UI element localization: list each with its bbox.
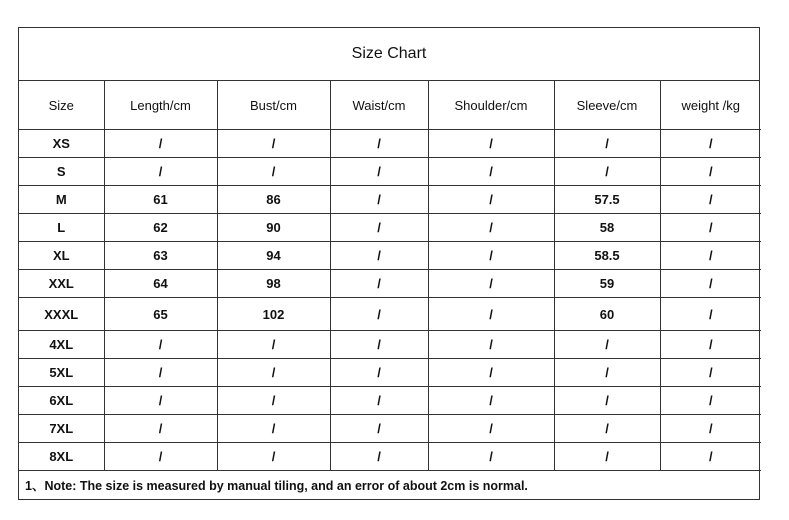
table-row <box>19 242 761 270</box>
shoulder-cell: / <box>428 270 554 298</box>
length-cell: 61 <box>104 186 217 214</box>
shoulder-cell: / <box>428 331 554 359</box>
header-length: Length/cm <box>104 81 217 130</box>
waist-cell: / <box>330 443 428 471</box>
bust-cell: / <box>217 415 330 443</box>
weight-cell: / <box>660 186 761 214</box>
chart-title: Size Chart <box>19 28 759 81</box>
weight-cell: / <box>660 331 761 359</box>
size-cell: L <box>19 214 104 242</box>
waist-cell: / <box>330 130 428 158</box>
sleeve-cell: / <box>554 359 660 387</box>
sleeve-cell: 58.5 <box>554 242 660 270</box>
length-cell: / <box>104 130 217 158</box>
table-row <box>19 331 761 359</box>
bust-cell: / <box>217 130 330 158</box>
table-row <box>19 359 761 387</box>
bust-cell: / <box>217 359 330 387</box>
header-sleeve: Sleeve/cm <box>554 81 660 130</box>
sleeve-cell: / <box>554 331 660 359</box>
weight-cell: / <box>660 214 761 242</box>
weight-cell: / <box>660 415 761 443</box>
table-row <box>19 298 761 331</box>
shoulder-cell: / <box>428 186 554 214</box>
header-shoulder: Shoulder/cm <box>428 81 554 130</box>
bust-cell: / <box>217 331 330 359</box>
shoulder-cell: / <box>428 158 554 186</box>
shoulder-cell: / <box>428 415 554 443</box>
length-cell: 64 <box>104 270 217 298</box>
bust-cell: / <box>217 443 330 471</box>
size-cell: XXXL <box>19 298 104 331</box>
sleeve-cell: 57.5 <box>554 186 660 214</box>
size-cell: XS <box>19 130 104 158</box>
sleeve-cell: 58 <box>554 214 660 242</box>
sleeve-cell: / <box>554 415 660 443</box>
header-size: Size <box>19 81 104 130</box>
shoulder-cell: / <box>428 387 554 415</box>
sleeve-cell: 60 <box>554 298 660 331</box>
sleeve-cell: / <box>554 130 660 158</box>
sleeve-cell: / <box>554 443 660 471</box>
length-cell: 63 <box>104 242 217 270</box>
weight-cell: / <box>660 130 761 158</box>
shoulder-cell: / <box>428 443 554 471</box>
waist-cell: / <box>330 298 428 331</box>
sleeve-cell: 59 <box>554 270 660 298</box>
weight-cell: / <box>660 443 761 471</box>
length-cell: 65 <box>104 298 217 331</box>
shoulder-cell: / <box>428 214 554 242</box>
table-row <box>19 158 761 186</box>
size-cell: M <box>19 186 104 214</box>
waist-cell: / <box>330 359 428 387</box>
size-chart <box>18 27 760 500</box>
weight-cell: / <box>660 387 761 415</box>
sleeve-cell: / <box>554 387 660 415</box>
size-cell: 5XL <box>19 359 104 387</box>
shoulder-cell: / <box>428 130 554 158</box>
size-cell: 7XL <box>19 415 104 443</box>
waist-cell: / <box>330 415 428 443</box>
weight-cell: / <box>660 158 761 186</box>
size-cell: 6XL <box>19 387 104 415</box>
table-row <box>19 387 761 415</box>
size-cell: 8XL <box>19 443 104 471</box>
bust-cell: 90 <box>217 214 330 242</box>
shoulder-cell: / <box>428 242 554 270</box>
measurement-note: 1、Note: The size is measured by manual tiling, and an error of about 2cm is normal. <box>25 479 528 493</box>
bust-cell: 102 <box>217 298 330 331</box>
shoulder-cell: / <box>428 359 554 387</box>
length-cell: / <box>104 443 217 471</box>
header-row <box>19 81 761 130</box>
shoulder-cell: / <box>428 298 554 331</box>
bust-cell: 98 <box>217 270 330 298</box>
waist-cell: / <box>330 270 428 298</box>
size-table <box>19 81 761 471</box>
weight-cell: / <box>660 298 761 331</box>
length-cell: / <box>104 331 217 359</box>
waist-cell: / <box>330 331 428 359</box>
waist-cell: / <box>330 214 428 242</box>
table-row <box>19 415 761 443</box>
size-cell: XXL <box>19 270 104 298</box>
table-row <box>19 270 761 298</box>
bust-cell: / <box>217 158 330 186</box>
waist-cell: / <box>330 387 428 415</box>
length-cell: 62 <box>104 214 217 242</box>
sleeve-cell: / <box>554 158 660 186</box>
table-row <box>19 443 761 471</box>
length-cell: / <box>104 387 217 415</box>
waist-cell: / <box>330 186 428 214</box>
weight-cell: / <box>660 270 761 298</box>
table-row <box>19 186 761 214</box>
waist-cell: / <box>330 158 428 186</box>
table-row <box>19 130 761 158</box>
size-cell: S <box>19 158 104 186</box>
length-cell: / <box>104 359 217 387</box>
waist-cell: / <box>330 242 428 270</box>
size-cell: 4XL <box>19 331 104 359</box>
bust-cell: 86 <box>217 186 330 214</box>
header-bust: Bust/cm <box>217 81 330 130</box>
weight-cell: / <box>660 242 761 270</box>
length-cell: / <box>104 415 217 443</box>
header-weight: weight /kg <box>660 81 761 130</box>
header-waist: Waist/cm <box>330 81 428 130</box>
size-cell: XL <box>19 242 104 270</box>
table-row <box>19 214 761 242</box>
length-cell: / <box>104 158 217 186</box>
bust-cell: / <box>217 387 330 415</box>
weight-cell: / <box>660 359 761 387</box>
bust-cell: 94 <box>217 242 330 270</box>
